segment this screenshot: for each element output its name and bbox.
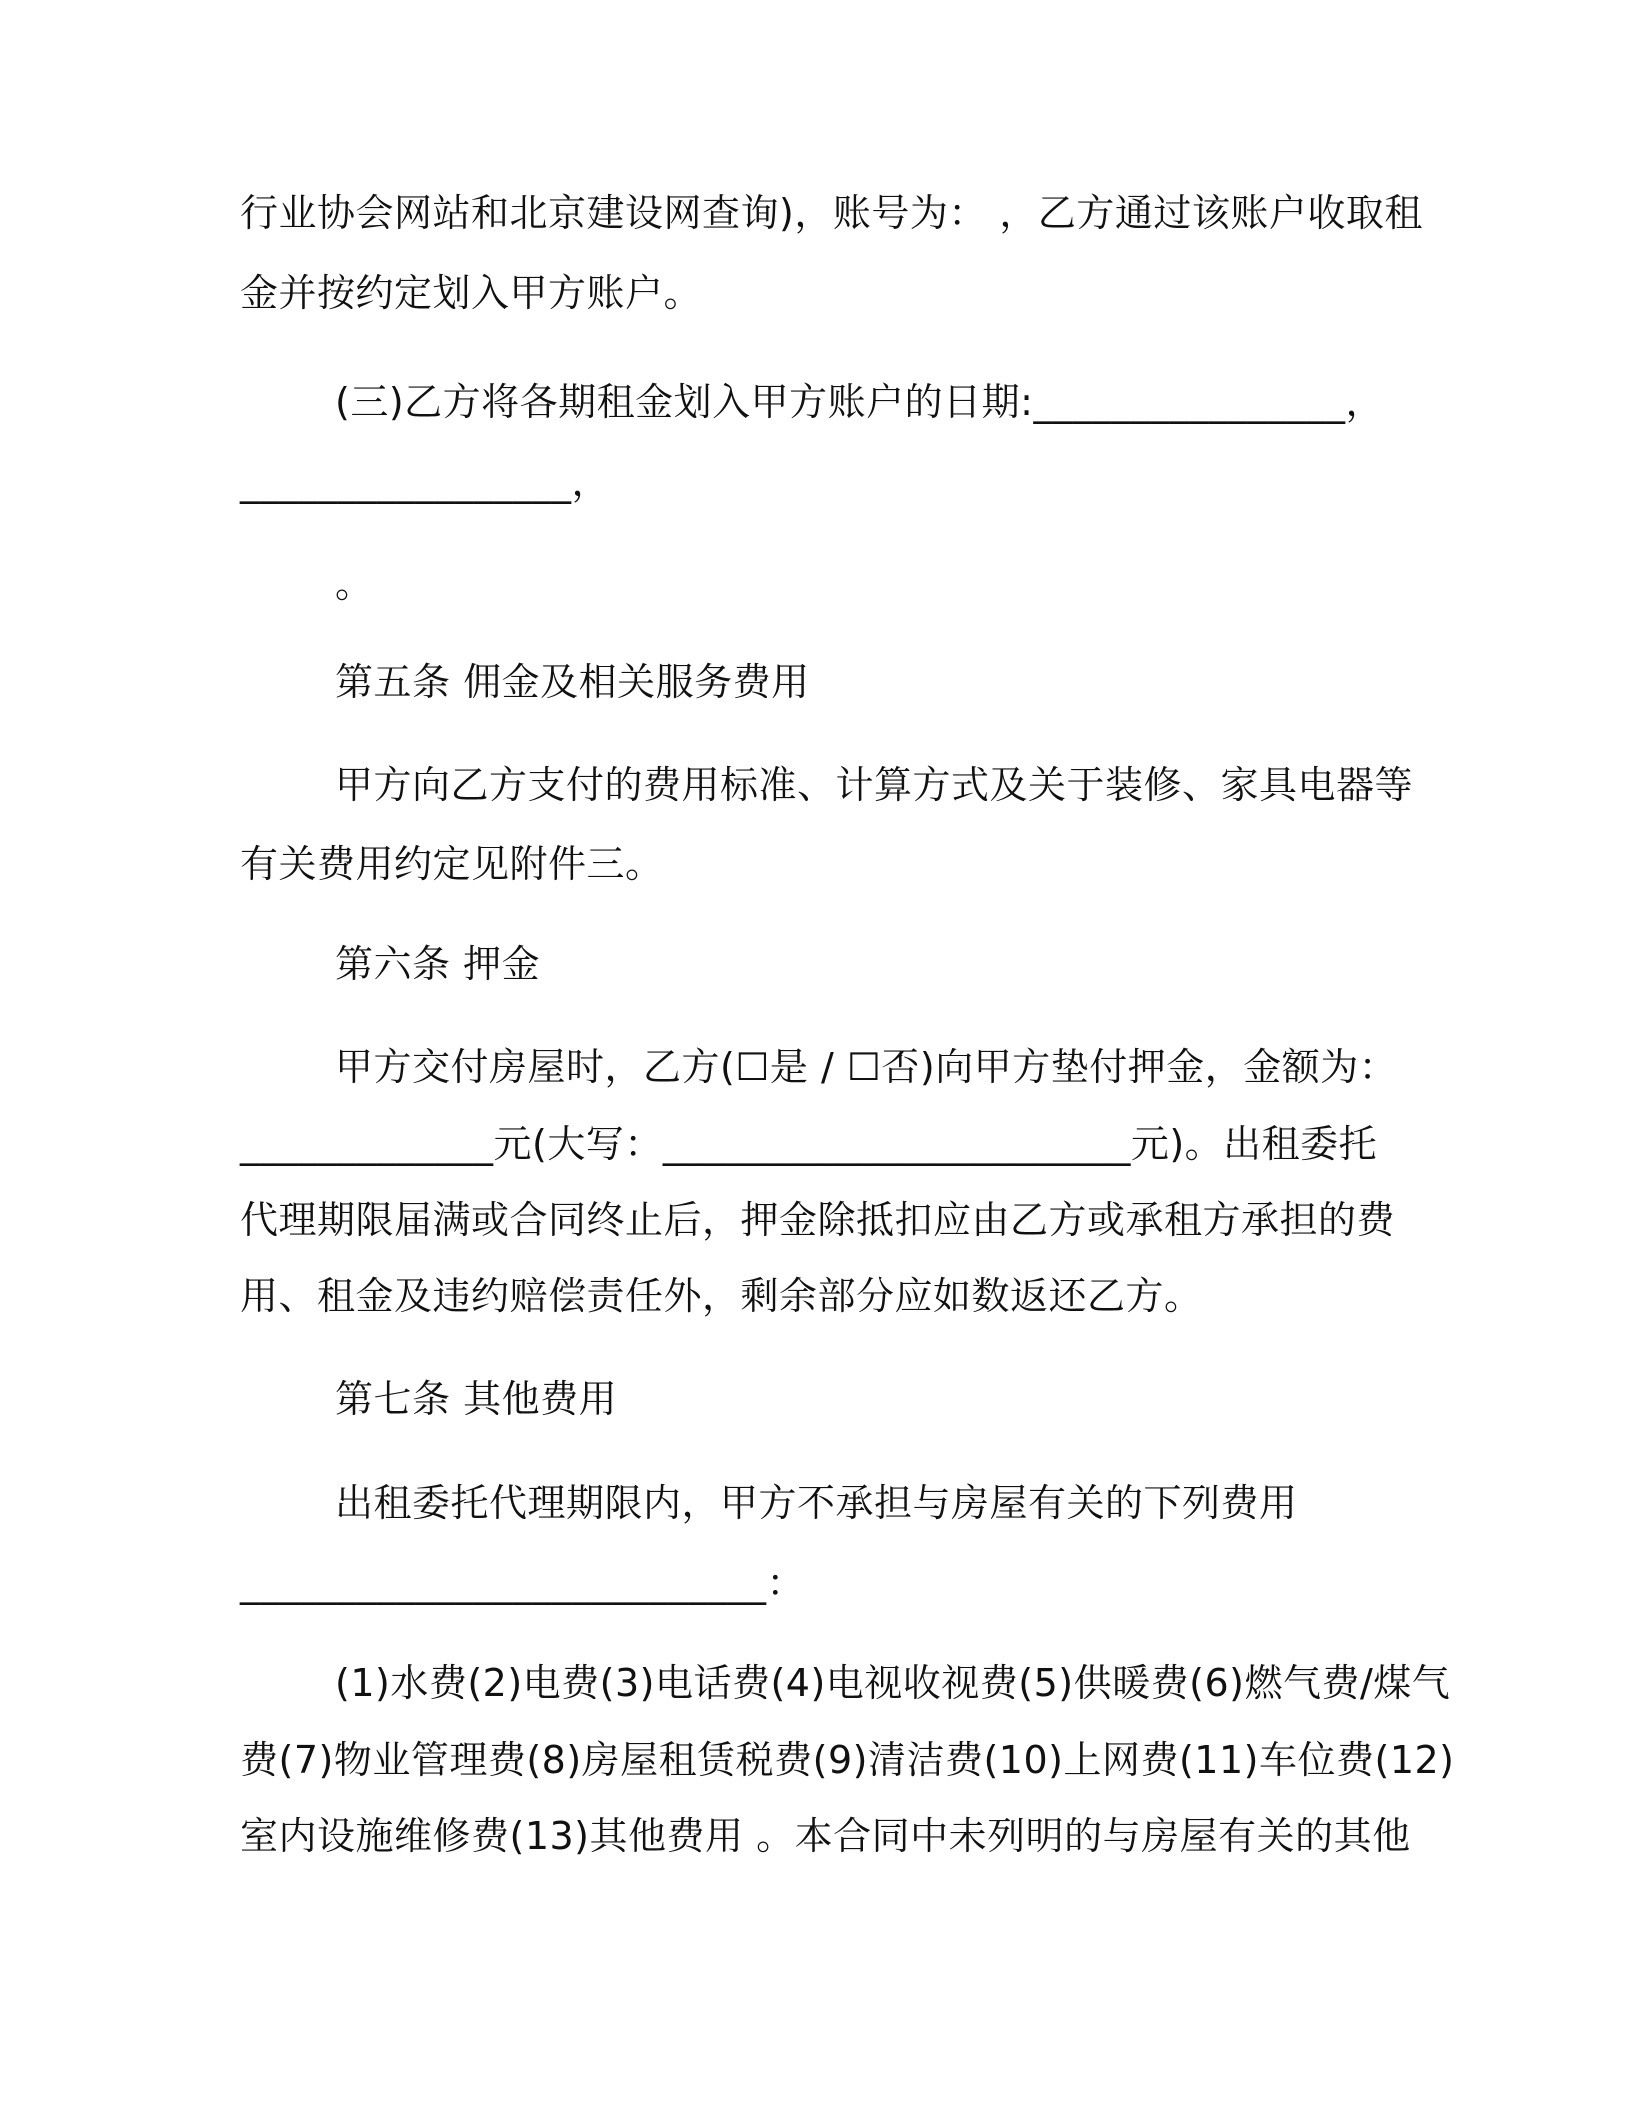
paragraph-line: 室内设施维修费(13)其他费用 。本合同中未列明的与房屋有关的其他 — [240, 1814, 1411, 1858]
paragraph-line: 出租委托代理期限内，甲方不承担与房屋有关的下列费用 — [335, 1481, 1298, 1525]
paragraph-line: ___________________________： — [240, 1561, 806, 1605]
paragraph-line: 用、租金及违约赔偿责任外，剩余部分应如数返还乙方。 — [240, 1274, 1203, 1318]
paragraph-line: 代理期限届满或合同终止后，押金除抵扣应由乙方或承租方承担的费 — [240, 1198, 1396, 1242]
paragraph-line: 甲方交付房屋时，乙方(☐是 / ☐否)向甲方垫付押金，金额为： — [335, 1045, 1398, 1089]
paragraph-line: 行业协会网站和北京建设网查询)，账号为： ，乙方通过该账户收取租 — [240, 191, 1423, 235]
paragraph-line: 费(7)物业管理费(8)房屋租赁税费(9)清洁费(10)上网费(11)车位费(12) — [240, 1738, 1455, 1782]
paragraph-line: (1)水费(2)电费(3)电话费(4)电视收视费(5)供暖费(6)燃气费/煤气 — [335, 1661, 1451, 1705]
paragraph-line: (三)乙方将各期租金划入甲方账户的日期:________________， — [335, 380, 1384, 424]
section-heading: 第五条 佣金及相关服务费用 — [335, 660, 810, 704]
paragraph-line: 甲方向乙方支付的费用标准、计算方式及关于装修、家具电器等 — [335, 763, 1414, 807]
paragraph-line: _________________， — [240, 460, 611, 504]
paragraph-line: _____________元(大写：________________________元)。出租委托 — [240, 1122, 1378, 1166]
section-heading: 第六条 押金 — [335, 942, 541, 986]
paragraph-line: 有关费用约定见附件三。 — [240, 842, 664, 886]
paragraph-line: 。 — [335, 562, 374, 606]
paragraph-line: 金并按约定划入甲方账户。 — [240, 271, 703, 315]
section-heading: 第七条 其他费用 — [335, 1377, 618, 1421]
